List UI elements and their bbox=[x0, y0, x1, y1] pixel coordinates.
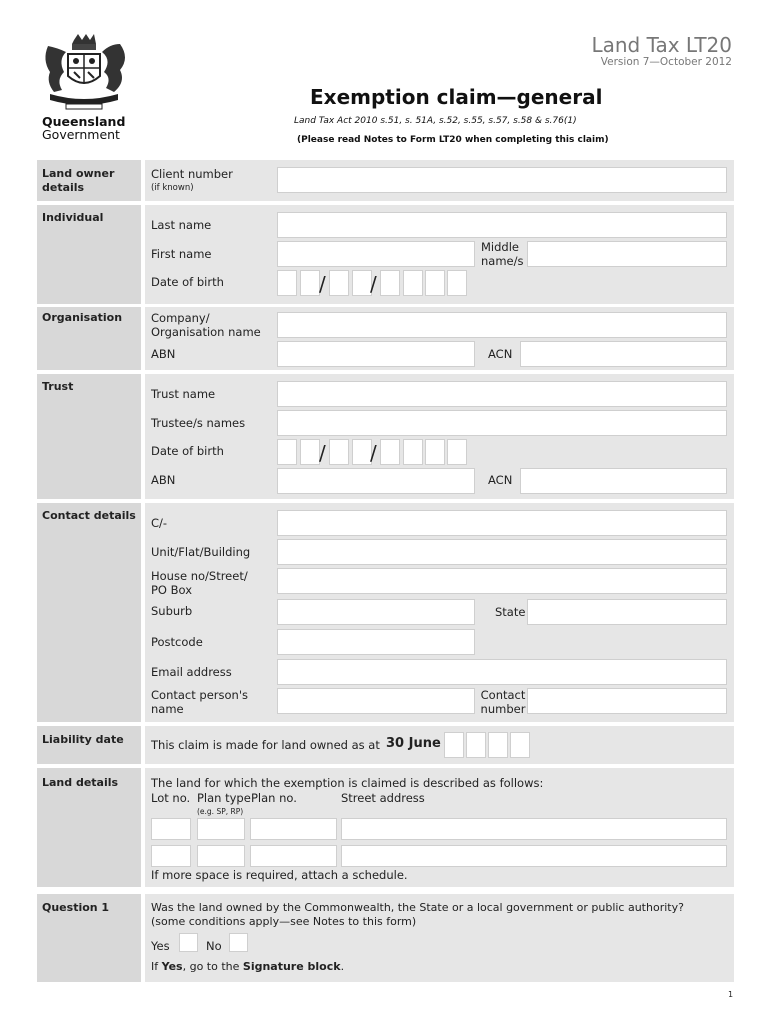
question1-title: Question 1 bbox=[42, 901, 110, 914]
more-space-note: If more space is required, attach a schedule. bbox=[151, 868, 408, 882]
plan-no-header: Plan no. bbox=[251, 791, 297, 805]
middle-names-label: Middle name/s bbox=[481, 240, 524, 268]
trust-acn-field[interactable] bbox=[520, 468, 727, 494]
org-acn-label: ACN bbox=[488, 347, 513, 361]
plan-no-field-1[interactable] bbox=[250, 818, 337, 840]
dob-day2[interactable] bbox=[300, 270, 320, 296]
trust-dob-month2[interactable] bbox=[352, 439, 372, 465]
dob-slash-2: / bbox=[370, 272, 377, 296]
plan-type-field-2[interactable] bbox=[197, 845, 245, 867]
street-address-field-2[interactable] bbox=[341, 845, 727, 867]
go-to-text: , go to the bbox=[182, 960, 243, 973]
email-field[interactable] bbox=[277, 659, 727, 685]
trust-dob-day1[interactable] bbox=[277, 439, 297, 465]
company-name-field[interactable] bbox=[277, 312, 727, 338]
signature-block-link: Signature block bbox=[242, 960, 341, 973]
no-label: No bbox=[206, 939, 222, 953]
dob-month1[interactable] bbox=[329, 270, 349, 296]
trust-name-label: Trust name bbox=[151, 387, 216, 401]
trust-dob-slash-2: / bbox=[370, 441, 377, 465]
dob-day1[interactable] bbox=[277, 270, 297, 296]
plan-type-field-1[interactable] bbox=[197, 818, 245, 840]
trust-dob-day2[interactable] bbox=[300, 439, 320, 465]
liability-title: Liability date bbox=[42, 733, 124, 746]
yes-label: Yes bbox=[151, 939, 170, 953]
org-acn-field[interactable] bbox=[520, 341, 727, 367]
notes-instruction: (Please read Notes to Form LT20 when completing this claim) bbox=[297, 135, 609, 145]
queensland-government-logo bbox=[36, 32, 132, 144]
state-label: State bbox=[495, 605, 526, 619]
no-checkbox[interactable] bbox=[229, 933, 248, 952]
question1-text: Was the land owned by the Commonwealth, the State or a local government or public authority? bbox=[151, 901, 684, 914]
suburb-field[interactable] bbox=[277, 599, 475, 625]
first-name-label: First name bbox=[151, 247, 212, 261]
contact-person-label: Contact person's name bbox=[151, 688, 248, 716]
dob-year4[interactable] bbox=[447, 270, 467, 296]
plan-type-header: Plan type bbox=[197, 791, 251, 805]
trust-dob-year3[interactable] bbox=[425, 439, 445, 465]
land-details-title: Land details bbox=[42, 776, 119, 789]
house-street-label: House no/Street/ PO Box bbox=[151, 569, 248, 597]
land-details-intro: The land for which the exemption is claimed is described as follows: bbox=[151, 776, 544, 790]
trust-abn-label: ABN bbox=[151, 473, 176, 487]
liability-year3[interactable] bbox=[488, 732, 508, 758]
instruction-period: . bbox=[340, 960, 345, 973]
trust-dob-year2[interactable] bbox=[403, 439, 423, 465]
organisation-title: Organisation bbox=[42, 311, 123, 324]
trust-name-field[interactable] bbox=[277, 381, 727, 407]
form-code: Land Tax LT20 bbox=[591, 33, 732, 57]
logo-line2: Government bbox=[42, 127, 120, 142]
trust-title: Trust bbox=[42, 380, 74, 393]
last-name-label: Last name bbox=[151, 218, 212, 232]
unit-label: Unit/Flat/Building bbox=[151, 545, 251, 559]
liability-year4[interactable] bbox=[510, 732, 530, 758]
plan-no-field-2[interactable] bbox=[250, 845, 337, 867]
liability-year2[interactable] bbox=[466, 732, 486, 758]
lot-no-field-2[interactable] bbox=[151, 845, 191, 867]
contact-number-field[interactable] bbox=[527, 688, 727, 714]
middle-names-field[interactable] bbox=[527, 241, 727, 267]
trust-abn-field[interactable] bbox=[277, 468, 475, 494]
dob-label: Date of birth bbox=[151, 275, 224, 289]
lot-no-field-1[interactable] bbox=[151, 818, 191, 840]
trust-dob-year4[interactable] bbox=[447, 439, 467, 465]
postcode-field[interactable] bbox=[277, 629, 475, 655]
care-of-field[interactable] bbox=[277, 510, 727, 536]
dob-month2[interactable] bbox=[352, 270, 372, 296]
postcode-label: Postcode bbox=[151, 635, 203, 649]
trustees-field[interactable] bbox=[277, 410, 727, 436]
individual-title: Individual bbox=[42, 211, 104, 224]
first-name-field[interactable] bbox=[277, 241, 475, 267]
company-name-label: Company/ Organisation name bbox=[151, 311, 261, 339]
logo-line1: Queensland bbox=[42, 114, 126, 129]
trust-dob-slash-1: / bbox=[319, 441, 326, 465]
trust-dob-month1[interactable] bbox=[329, 439, 349, 465]
if-yes-text: Yes bbox=[161, 960, 183, 973]
act-reference: Land Tax Act 2010 s.51, s. 51A, s.52, s.55, s.57, s.58 & s.76(1) bbox=[294, 116, 577, 126]
dob-year2[interactable] bbox=[403, 270, 423, 296]
unit-field[interactable] bbox=[277, 539, 727, 565]
liability-year1[interactable] bbox=[444, 732, 464, 758]
contact-section-label-bg bbox=[37, 503, 141, 722]
street-address-header: Street address bbox=[341, 791, 425, 805]
if-prefix: If bbox=[151, 960, 162, 973]
last-name-field[interactable] bbox=[277, 212, 727, 238]
email-label: Email address bbox=[151, 665, 232, 679]
if-known-label: (if known) bbox=[151, 183, 194, 193]
dob-year3[interactable] bbox=[425, 270, 445, 296]
dob-year1[interactable] bbox=[380, 270, 400, 296]
contact-person-field[interactable] bbox=[277, 688, 475, 714]
form-version: Version 7—October 2012 bbox=[600, 56, 732, 68]
page-number: 1 bbox=[728, 990, 734, 999]
client-number-label: Client number bbox=[151, 167, 233, 181]
client-number-field[interactable] bbox=[277, 167, 727, 193]
trust-dob-year1[interactable] bbox=[380, 439, 400, 465]
liability-text: This claim is made for land owned as at bbox=[151, 738, 380, 752]
liability-date: 30 June bbox=[386, 736, 441, 751]
org-abn-field[interactable] bbox=[277, 341, 475, 367]
street-address-field-1[interactable] bbox=[341, 818, 727, 840]
dob-slash-1: / bbox=[319, 272, 326, 296]
lot-no-header: Lot no. bbox=[151, 791, 191, 805]
org-abn-label: ABN bbox=[151, 347, 176, 361]
state-field[interactable] bbox=[527, 599, 727, 625]
house-street-field[interactable] bbox=[277, 568, 727, 594]
coat-of-arms-icon bbox=[36, 32, 132, 112]
trust-acn-label: ACN bbox=[488, 473, 513, 487]
contact-title: Contact details bbox=[42, 509, 136, 522]
yes-checkbox[interactable] bbox=[179, 933, 198, 952]
question1-conditions: (some conditions apply—see Notes to this form) bbox=[151, 915, 417, 928]
contact-number-label: Contact number bbox=[480, 688, 526, 716]
question1-instruction bbox=[151, 960, 344, 974]
trustees-label: Trustee/s names bbox=[151, 416, 246, 430]
land-owner-title: Land owner details bbox=[42, 167, 115, 194]
form-title: Exemption claim—general bbox=[310, 85, 603, 109]
trust-dob-label: Date of birth bbox=[151, 444, 224, 458]
care-of-label: C/- bbox=[151, 516, 168, 530]
plan-type-example: (e.g. SP, RP) bbox=[197, 807, 244, 816]
suburb-label: Suburb bbox=[151, 604, 193, 618]
